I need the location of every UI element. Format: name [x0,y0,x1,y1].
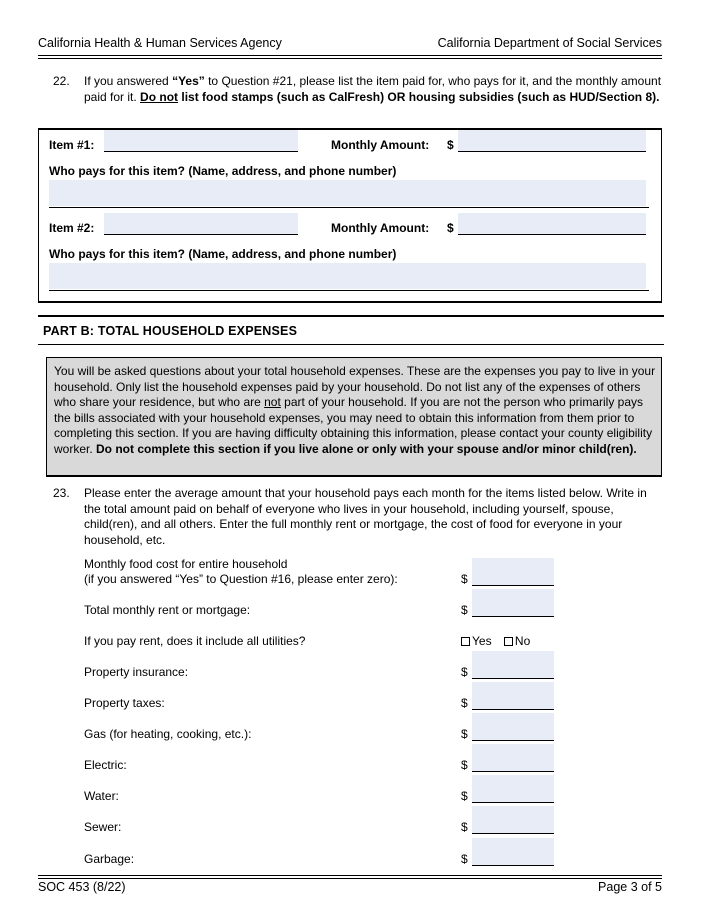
taxes-label: Property taxes: [84,696,165,710]
food-dollar-sign: $ [461,572,468,586]
item1-label: Item #1: [49,138,95,152]
item2-label: Item #2: [49,221,95,235]
item1-amount-input[interactable] [458,130,646,152]
water-dollar-sign: $ [461,789,468,803]
item1-amount-label: Monthly Amount: [331,138,430,152]
item1-who-input[interactable] [49,180,646,206]
item2-who-label: Who pays for this item? (Name, address, and phone number) [49,247,397,261]
item2-input[interactable] [104,213,298,235]
electric-dollar-sign: $ [461,758,468,772]
rent-label: Total monthly rent or mortgage: [84,603,251,617]
sewer-dollar-sign: $ [461,820,468,834]
no-checkbox[interactable] [504,637,513,646]
rent-input[interactable] [472,589,554,617]
taxes-dollar-sign: $ [461,696,468,710]
item1-dollar-sign: $ [447,138,454,152]
item1-who-line [49,207,649,208]
garbage-input[interactable] [472,838,554,866]
utilities-label: If you pay rent, does it include all utilities? [84,634,306,648]
partb-title: PART B: TOTAL HOUSEHOLD EXPENSES [43,324,298,338]
item1-who-label: Who pays for this item? (Name, address, and phone number) [49,164,397,178]
food-cost-label: Monthly food cost for entire household (if you answered “Yes” to Question #16, please enter zero): [84,557,398,586]
food-cost-input[interactable] [472,558,554,586]
water-label: Water: [84,789,119,803]
item1-input[interactable] [104,130,298,152]
rent-dollar-sign: $ [461,603,468,617]
page-footer [38,878,662,898]
item2-dollar-sign: $ [447,221,454,235]
gas-label: Gas (for heating, cooking, etc.): [84,727,252,741]
sewer-input[interactable] [472,806,554,834]
utilities-options [461,634,530,648]
yes-checkbox[interactable] [461,637,470,646]
item2-who-input[interactable] [49,263,646,289]
page-header [38,36,662,56]
insurance-input[interactable] [472,651,554,679]
partb-info-text: You will be asked questions about your total household expenses. These are the expenses you pay to live in your household. Only list the household expenses paid by your household. Do not list any of the expenses of others who share your residence, but who are not part of your household. If you are not the person who primarily pays the bills associated with your household expenses, you may need to obtain this information from them prior to completing this section. If you are having difficulty obtaining this information, please contact your county eligibility worker. Do not complete this section if you live alone or only with your spouse and/or minor child(ren). [54,364,656,456]
partb-info-box [46,357,662,477]
gas-input[interactable] [472,713,554,741]
q22-number: 22. [53,74,70,88]
q23-number: 23. [53,486,70,500]
item2-amount-label: Monthly Amount: [331,221,430,235]
department-name: California Department of Social Services [437,36,662,50]
page-number: Page 3 of 5 [598,880,662,894]
electric-label: Electric: [84,758,127,772]
header-rule [38,55,662,59]
form-id: SOC 453 (8/22) [38,880,126,894]
agency-name: California Health & Human Services Agency [38,36,282,50]
q22-text: If you answered “Yes” to Question #21, please list the item paid for, who pays for it, and the monthly amount paid for it. Do not list food stamps (such as CalFresh) OR housing subsidies (such as HUD/Section 8). [84,74,662,104]
garbage-label: Garbage: [84,852,135,866]
insurance-dollar-sign: $ [461,665,468,679]
gas-dollar-sign: $ [461,727,468,741]
electric-input[interactable] [472,744,554,772]
water-input[interactable] [472,775,554,803]
partb-header [38,315,664,345]
insurance-label: Property insurance: [84,665,189,679]
utilities-yes-option[interactable]: Yes [461,634,492,648]
sewer-label: Sewer: [84,820,122,834]
item2-who-line [49,290,649,291]
taxes-input[interactable] [472,682,554,710]
item2-amount-input[interactable] [458,213,646,235]
q23-text: Please enter the average amount that your household pays each month for the items listed below. Write in the total amount paid on behalf of everyone who lives in your household, including yourself, spouse, child(ren), and all others. Enter the full monthly rent or mortgage, the cost of food for everyone in your household, etc. [84,486,647,547]
utilities-no-option[interactable]: No [504,634,530,648]
garbage-dollar-sign: $ [461,852,468,866]
